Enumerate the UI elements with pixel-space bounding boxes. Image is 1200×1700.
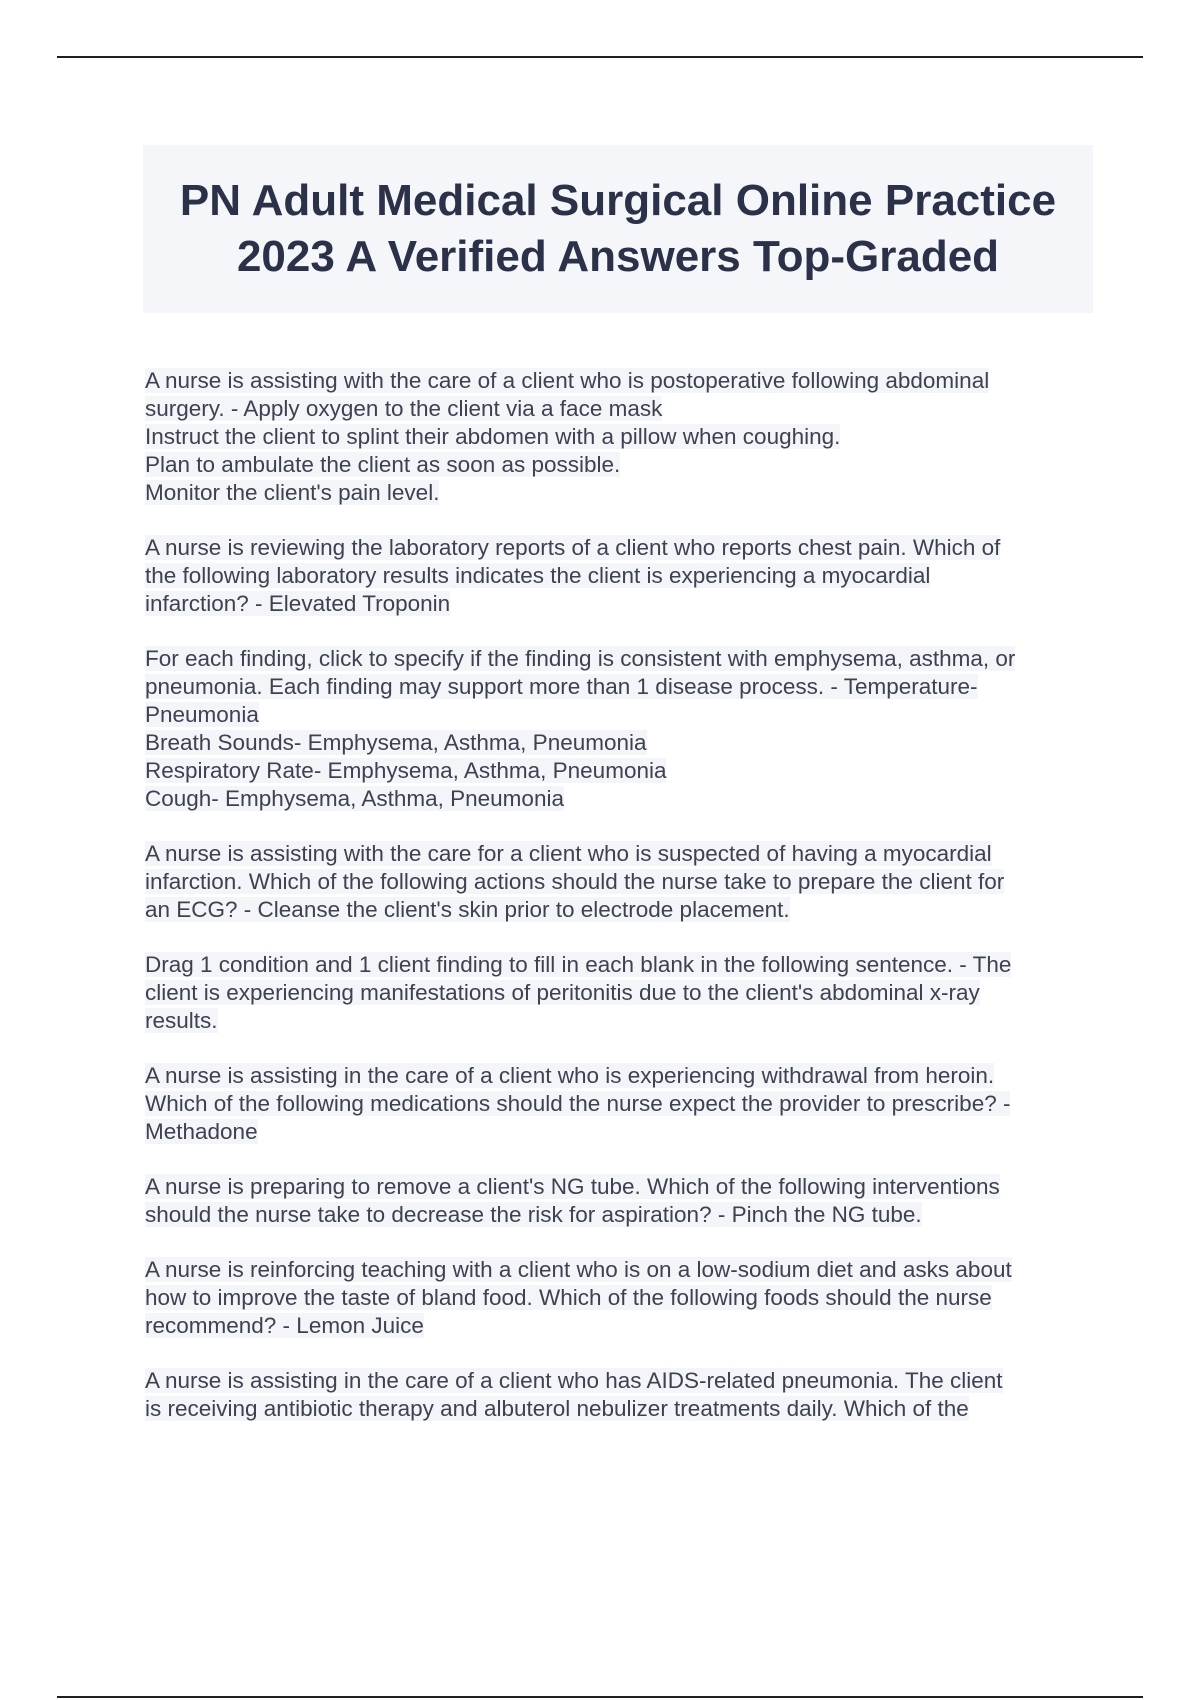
qa-line	[145, 1062, 1085, 1090]
qa-line	[145, 868, 1085, 896]
qa-line	[145, 1090, 1085, 1118]
qa-item	[145, 951, 1085, 1035]
qa-line-text: Instruct the client to splint their abdomen with a pillow when coughing.	[145, 424, 841, 449]
qa-line-text: Respiratory Rate- Emphysema, Asthma, Pneumonia	[145, 758, 667, 783]
qa-line	[145, 951, 1085, 979]
qa-line-text: how to improve the taste of bland food. Which of the following foods should the nurse	[145, 1285, 992, 1310]
qa-line	[145, 1007, 1085, 1035]
qa-line	[145, 562, 1085, 590]
qa-line-text: Cough- Emphysema, Asthma, Pneumonia	[145, 786, 564, 811]
qa-line	[145, 534, 1085, 562]
qa-line	[145, 840, 1085, 868]
qa-line-text: For each finding, click to specify if the finding is consistent with emphysema, asthma, or	[145, 646, 1016, 671]
qa-line	[145, 757, 1085, 785]
title-banner	[143, 145, 1093, 313]
qa-line	[145, 451, 1085, 479]
question-answer-list	[145, 367, 1085, 1427]
qa-line-text: infarction. Which of the following actions should the nurse take to prepare the client for	[145, 869, 1005, 894]
qa-line	[145, 1284, 1085, 1312]
qa-line	[145, 1256, 1085, 1284]
qa-item	[145, 840, 1085, 924]
qa-line-text: results.	[145, 1008, 218, 1033]
qa-line-text: is receiving antibiotic therapy and albuterol nebulizer treatments daily. Which of the	[145, 1396, 969, 1421]
qa-line-text: client is experiencing manifestations of peritonitis due to the client's abdominal x-ray	[145, 980, 980, 1005]
qa-item	[145, 645, 1085, 813]
qa-line-text: Pneumonia	[145, 702, 259, 727]
qa-item	[145, 367, 1085, 507]
qa-line	[145, 1367, 1085, 1395]
qa-line	[145, 590, 1085, 618]
qa-line	[145, 979, 1085, 1007]
document-title: PN Adult Medical Surgical Online Practice 2023 A Verified Answers Top-Graded	[179, 176, 1057, 281]
qa-line-text: Monitor the client's pain level.	[145, 480, 440, 505]
qa-line	[145, 367, 1085, 395]
qa-line-text: A nurse is reinforcing teaching with a client who is on a low-sodium diet and asks about	[145, 1257, 1012, 1282]
qa-line-text: A nurse is assisting with the care for a client who is suspected of having a myocardial	[145, 841, 992, 866]
qa-line	[145, 729, 1085, 757]
qa-item	[145, 1256, 1085, 1340]
qa-line-text: pneumonia. Each finding may support more than 1 disease process. - Temperature-	[145, 674, 978, 699]
qa-line	[145, 785, 1085, 813]
qa-line	[145, 1312, 1085, 1340]
qa-line-text: A nurse is reviewing the laboratory reports of a client who reports chest pain. Which of	[145, 535, 1001, 560]
qa-line-text: the following laboratory results indicates the client is experiencing a myocardial	[145, 563, 931, 588]
qa-line-text: A nurse is preparing to remove a client's NG tube. Which of the following interventions	[145, 1174, 1000, 1199]
qa-line-text: should the nurse take to decrease the risk for aspiration? - Pinch the NG tube.	[145, 1202, 922, 1227]
qa-line-text: Which of the following medications should the nurse expect the provider to prescribe? -	[145, 1091, 1011, 1116]
qa-line-text: Breath Sounds- Emphysema, Asthma, Pneumonia	[145, 730, 647, 755]
qa-line-text: recommend? - Lemon Juice	[145, 1313, 424, 1338]
qa-item	[145, 1062, 1085, 1146]
qa-line-text: infarction? - Elevated Troponin	[145, 591, 451, 616]
qa-line	[145, 645, 1085, 673]
qa-line-text: Drag 1 condition and 1 client finding to fill in each blank in the following sentence. - The	[145, 952, 1012, 977]
bottom-rule	[57, 1696, 1143, 1698]
qa-line-text: A nurse is assisting in the care of a client who is experiencing withdrawal from heroin.	[145, 1063, 995, 1088]
qa-line-text: A nurse is assisting in the care of a client who has AIDS-related pneumonia. The client	[145, 1368, 1003, 1393]
qa-line	[145, 1201, 1085, 1229]
qa-line-text: A nurse is assisting with the care of a client who is postoperative following abdominal	[145, 368, 990, 393]
qa-line	[145, 673, 1085, 701]
qa-line-text: Plan to ambulate the client as soon as possible.	[145, 452, 621, 477]
qa-line-text: an ECG? - Cleanse the client's skin prior to electrode placement.	[145, 897, 790, 922]
top-rule	[57, 56, 1143, 58]
qa-item	[145, 534, 1085, 618]
qa-line	[145, 1395, 1085, 1423]
qa-line	[145, 896, 1085, 924]
qa-item	[145, 1367, 1085, 1423]
qa-item	[145, 1173, 1085, 1229]
qa-line-text: Methadone	[145, 1119, 258, 1144]
qa-line	[145, 1173, 1085, 1201]
qa-line	[145, 479, 1085, 507]
qa-line	[145, 423, 1085, 451]
qa-line-text: surgery. - Apply oxygen to the client via a face mask	[145, 396, 663, 421]
qa-line	[145, 1118, 1085, 1146]
qa-line	[145, 395, 1085, 423]
qa-line	[145, 701, 1085, 729]
